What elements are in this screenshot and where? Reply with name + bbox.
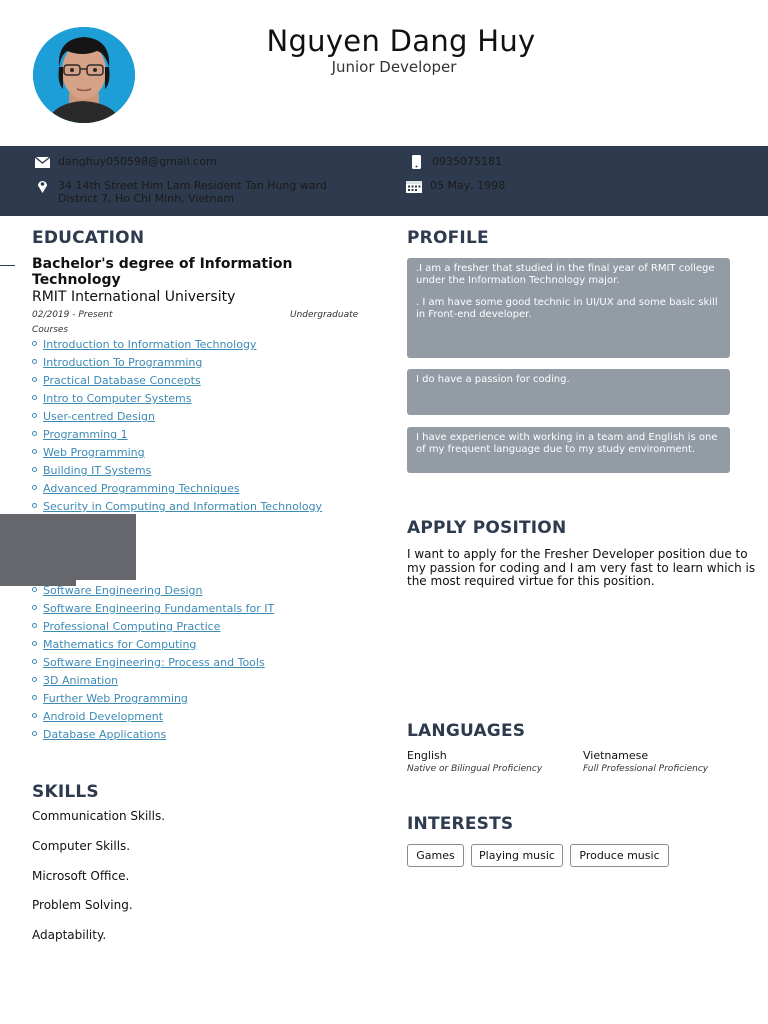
dob-text: 05 May, 1998	[430, 179, 506, 192]
education-divider	[0, 265, 15, 266]
course-link[interactable]: Software Engineering Fundamentals for IT	[32, 602, 274, 615]
profile-text: . I am have some good technic in UI/UX and some basic skill in Front-end developer.	[416, 297, 718, 320]
course-link[interactable]: Security in Computing and Information Technology	[32, 500, 322, 513]
skill-item: Communication Skills.	[32, 809, 166, 823]
language-name: English	[407, 749, 447, 762]
email-icon	[34, 155, 50, 169]
course-link[interactable]: 3D Animation	[32, 674, 118, 687]
course-link[interactable]: Further Web Programming	[32, 692, 188, 705]
skill-item: Adaptability.	[32, 928, 107, 942]
language-level: Native or Bilingual Proficiency	[407, 764, 543, 774]
location-icon	[34, 179, 50, 193]
phone-text[interactable]: 0935075181	[432, 155, 502, 168]
address-line-1: 34 14th Street Him Lam Resident Tan Hung ward	[58, 179, 327, 192]
calendar-icon	[406, 179, 422, 193]
contact-email[interactable]	[34, 155, 217, 169]
course-link[interactable]: Practical Database Concepts	[32, 374, 201, 387]
interests-title: INTERESTS	[407, 814, 514, 834]
course-link[interactable]: Web Programming	[32, 446, 145, 459]
phone-icon	[408, 155, 424, 169]
interest-tag: Produce music	[570, 844, 669, 867]
course-link[interactable]: Mathematics for Computing	[32, 638, 196, 651]
education-title: EDUCATION	[32, 228, 145, 248]
profile-text: I have experience with working in a team and English is one of my frequent language due to my study environment.	[416, 432, 718, 455]
course-link[interactable]: Building IT Systems	[32, 464, 151, 477]
address-line-2: District 7, Ho Chi Minh, Vietnam	[58, 192, 235, 205]
candidate-role: Junior Developer	[331, 58, 457, 76]
course-link[interactable]: Android Development	[32, 710, 163, 723]
contact-dob	[406, 179, 505, 193]
email-text[interactable]: danghuy050598@gmail.com	[58, 155, 217, 168]
degree-title: Bachelor's degree of Information Technology	[32, 256, 293, 288]
course-link[interactable]: Introduction to Information Technology	[32, 338, 256, 351]
profile-box	[407, 427, 730, 473]
course-link[interactable]: Advanced Programming Techniques	[32, 482, 240, 495]
contact-phone[interactable]	[408, 155, 502, 169]
language-item	[583, 749, 708, 774]
course-link[interactable]: Software Engineering: Process and Tools	[32, 656, 265, 669]
languages-title: LANGUAGES	[407, 721, 526, 741]
language-name: Vietnamese	[583, 749, 649, 762]
language-level: Full Professional Proficiency	[583, 764, 709, 774]
skills-title: SKILLS	[32, 782, 99, 802]
education-level: Undergraduate	[290, 310, 359, 320]
course-link[interactable]: User-centred Design	[32, 410, 155, 423]
course-link[interactable]: Intro to Computer Systems	[32, 392, 192, 405]
language-item	[407, 749, 542, 774]
education-period: 02/2019 - Present	[32, 310, 113, 320]
course-link[interactable]: Programming 1	[32, 428, 128, 441]
skill-item: Problem Solving.	[32, 898, 133, 912]
apply-title: APPLY POSITION	[407, 518, 567, 538]
course-link[interactable]: Introduction To Programming	[32, 356, 202, 369]
courses-label: Courses	[32, 325, 69, 335]
course-link[interactable]: Database Applications	[32, 728, 166, 741]
profile-text: I do have a passion for coding.	[416, 374, 570, 385]
profile-title: PROFILE	[407, 228, 489, 248]
skill-item: Computer Skills.	[32, 839, 131, 853]
course-link[interactable]: Software Engineering Design	[32, 584, 202, 597]
course-link[interactable]: Professional Computing Practice	[32, 620, 220, 633]
profile-box	[407, 258, 730, 358]
interest-tag: Games	[407, 844, 464, 867]
contact-address	[34, 179, 327, 205]
profile-text: .I am a fresher that studied in the final year of RMIT college under the Information Technology major.	[416, 263, 715, 286]
redaction-block	[0, 514, 136, 580]
apply-text: I want to apply for the Fresher Developer position due to my passion for coding and I am very fast to learn which is the most required virtue for this position.	[407, 547, 756, 588]
skill-item: Microsoft Office.	[32, 869, 130, 883]
profile-box	[407, 369, 730, 415]
interest-tag: Playing music	[471, 844, 563, 867]
school-name: RMIT International University	[32, 289, 236, 305]
candidate-name: Nguyen Dang Huy	[266, 24, 536, 58]
